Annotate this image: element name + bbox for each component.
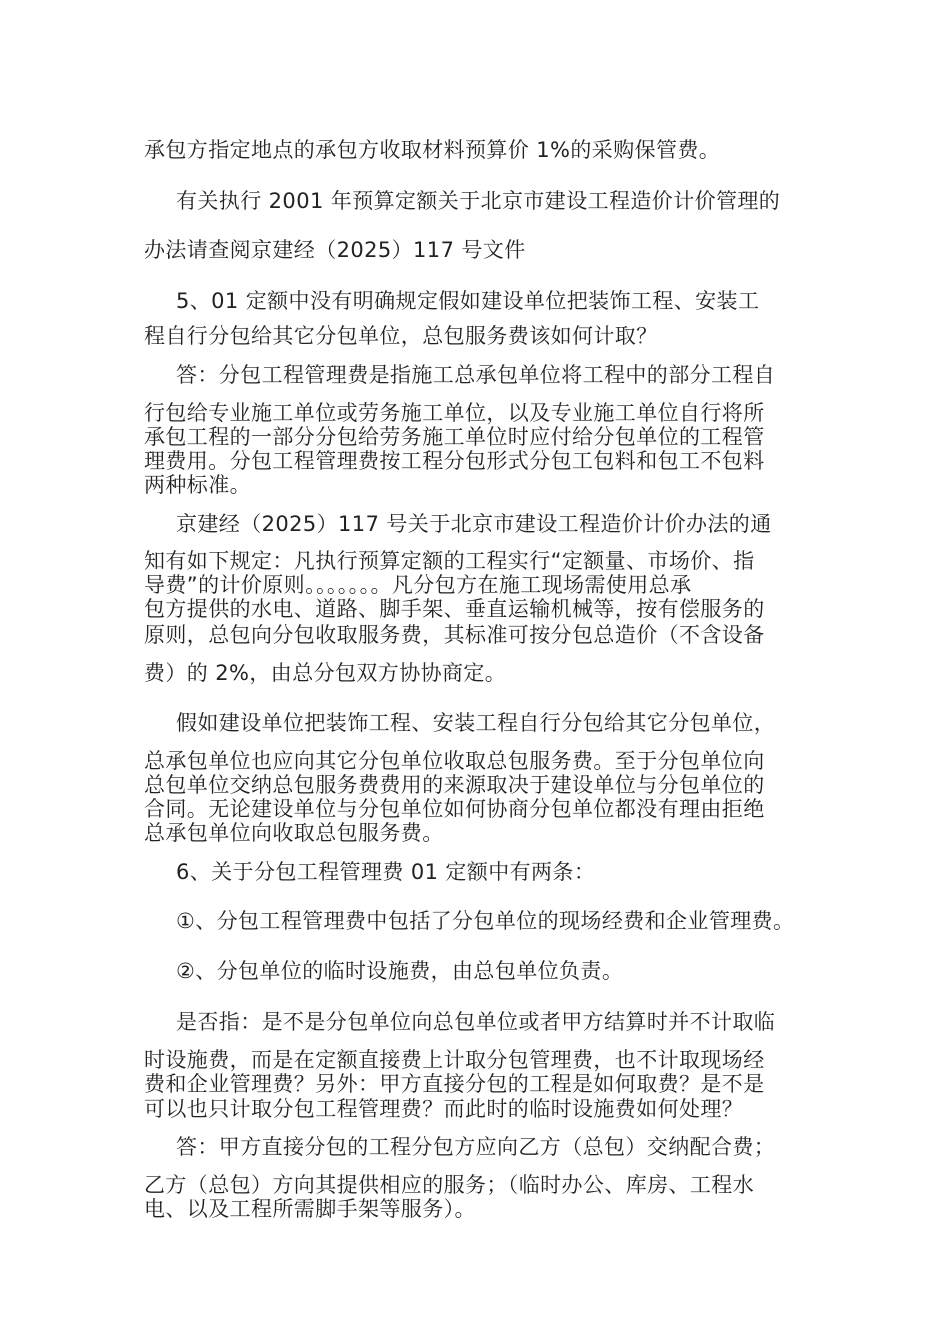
text-line: 导费”的计价原则。。。。。。。凡分包方在施工现场需使用总承 bbox=[144, 573, 692, 597]
text-line: 原则，总包向分包收取服务费，其标准可按分包总造价（不含设备 bbox=[144, 623, 765, 647]
text-line: 可以也只计取分包工程管理费？而此时的临时设施费如何处理？ bbox=[144, 1097, 744, 1121]
text-line: 合同。无论建设单位与分包单位如何协商分包单位都没有理由拒绝 bbox=[144, 797, 765, 821]
text-line: 时设施费，而是在定额直接费上计取分包管理费，也不计取现场经 bbox=[144, 1048, 765, 1072]
text-line: 答：分包工程管理费是指施工总承包单位将工程中的部分工程自 bbox=[176, 363, 776, 387]
text-line: 费和企业管理费？另外：甲方直接分包的工程是如何取费？是不是 bbox=[144, 1072, 765, 1096]
text-line: 有关执行 2001 年预算定额关于北京市建设工程造价计价管理的 bbox=[176, 189, 781, 213]
text-line: 包方提供的水电、道路、脚手架、垂直运输机械等，按有偿服务的 bbox=[144, 597, 765, 621]
text-line: 总包单位交纳总包服务费费用的来源取决于建设单位与分包单位的 bbox=[144, 773, 765, 797]
text-line: 行包给专业施工单位或劳务施工单位，以及专业施工单位自行将所 bbox=[144, 401, 765, 425]
text-line: 两种标准。 bbox=[144, 473, 251, 497]
text-line: 承包方指定地点的承包方收取材料预算价 1%的采购保管费。 bbox=[144, 138, 721, 162]
text-line: 总承包单位向收取总包服务费。 bbox=[144, 821, 444, 845]
text-line: 知有如下规定：凡执行预算定额的工程实行“定额量、市场价、指 bbox=[144, 549, 755, 573]
text-line: 乙方（总包）方向其提供相应的服务；（临时办公、库房、工程水 bbox=[144, 1173, 755, 1197]
text-line: 是否指：是不是分包单位向总包单位或者甲方结算时并不计取临 bbox=[176, 1010, 776, 1034]
text-line: 办法请查阅京建经（2025）117 号文件 bbox=[144, 238, 526, 262]
text-line: 费）的 2%，由总分包双方协协商定。 bbox=[144, 661, 507, 685]
text-line: 程自行分包给其它分包单位，总包服务费该如何计取？ bbox=[144, 324, 658, 348]
text-line: 假如建设单位把装饰工程、安装工程自行分包给其它分包单位， bbox=[176, 711, 776, 735]
text-line: ①、分包工程管理费中包括了分包单位的现场经费和企业管理费。 bbox=[176, 909, 795, 933]
text-line: 5、01 定额中没有明确规定假如建设单位把装饰工程、安装工 bbox=[176, 289, 760, 313]
text-line: 电、以及工程所需脚手架等服务）。 bbox=[144, 1197, 476, 1221]
text-line: 总承包单位也应向其它分包单位收取总包服务费。至于分包单位向 bbox=[144, 749, 765, 773]
text-line: ②、分包单位的临时设施费，由总包单位负责。 bbox=[176, 959, 624, 983]
text-line: 答：甲方直接分包的工程分包方应向乙方（总包）交纳配合费； bbox=[176, 1135, 776, 1159]
text-line: 6、关于分包工程管理费 01 定额中有两条： bbox=[176, 860, 596, 884]
text-line: 理费用。分包工程管理费按工程分包形式分包工包料和包工不包料 bbox=[144, 449, 765, 473]
text-line: 京建经（2025）117 号关于北京市建设工程造价计价办法的通 bbox=[176, 512, 772, 536]
text-line: 承包工程的一部分分包给劳务施工单位时应付给分包单位的工程管 bbox=[144, 425, 765, 449]
